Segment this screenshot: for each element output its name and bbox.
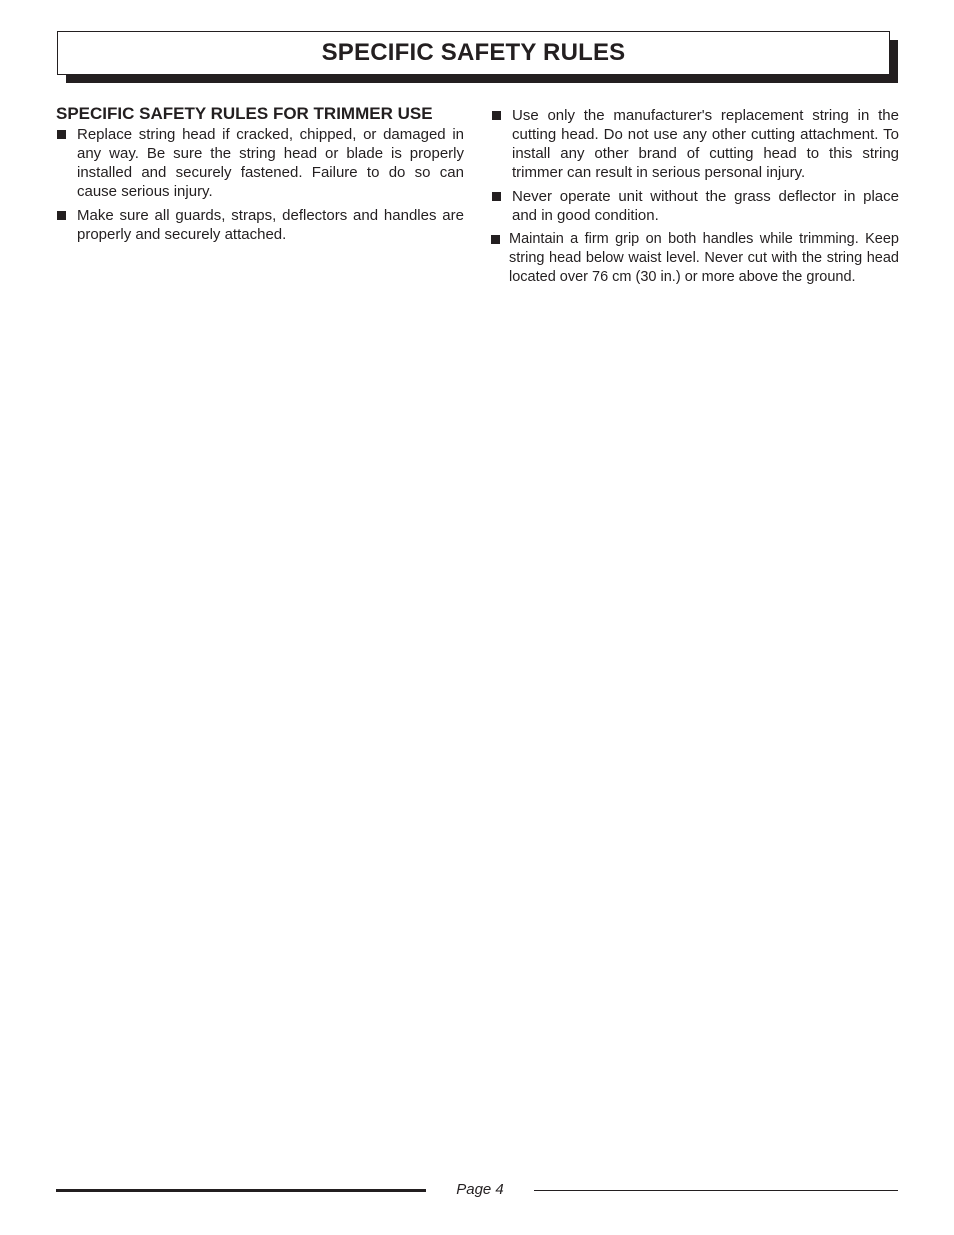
rule-text: Use only the manufacturer's replacement string in the cutting head. Do not use any other cutting attachment. To install any other brand of cutting head to this string trimmer can result in serious personal injury. (512, 107, 899, 181)
section-heading: SPECIFIC SAFETY RULES FOR TRIMMER USE (56, 104, 433, 123)
page-number: Page 4 (456, 1181, 504, 1198)
rule-text: Never operate unit without the grass deflector in place and in good condition. (512, 188, 899, 224)
rule-text: Replace string head if cracked, chipped, or damaged in any way. Be sure the string head or blade is properly installed and securely fastened. Failure to do so can cause serious injury. (77, 125, 464, 200)
right-column (491, 106, 899, 292)
rule-item (491, 230, 899, 287)
rule-item (56, 206, 464, 244)
square-bullet-icon (492, 192, 501, 201)
square-bullet-icon (57, 211, 66, 220)
footer-rule-right (534, 1190, 898, 1191)
square-bullet-icon (57, 130, 66, 139)
rule-item (56, 125, 464, 201)
rule-text: Make sure all guards, straps, deflectors and handles are properly and securely attached. (77, 206, 464, 243)
title-banner (57, 31, 890, 75)
square-bullet-icon (491, 235, 500, 244)
square-bullet-icon (492, 111, 501, 120)
rule-item (491, 106, 899, 182)
rule-text: Maintain a firm grip on both handles while trimming. Keep string head below waist level. Never cut with the string head located over 76 cm (30 in.) or more above the ground. (509, 231, 899, 285)
footer-rule-left (56, 1189, 426, 1192)
rule-item (491, 187, 899, 225)
page-title: SPECIFIC SAFETY RULES (321, 39, 626, 66)
left-column (56, 104, 464, 249)
